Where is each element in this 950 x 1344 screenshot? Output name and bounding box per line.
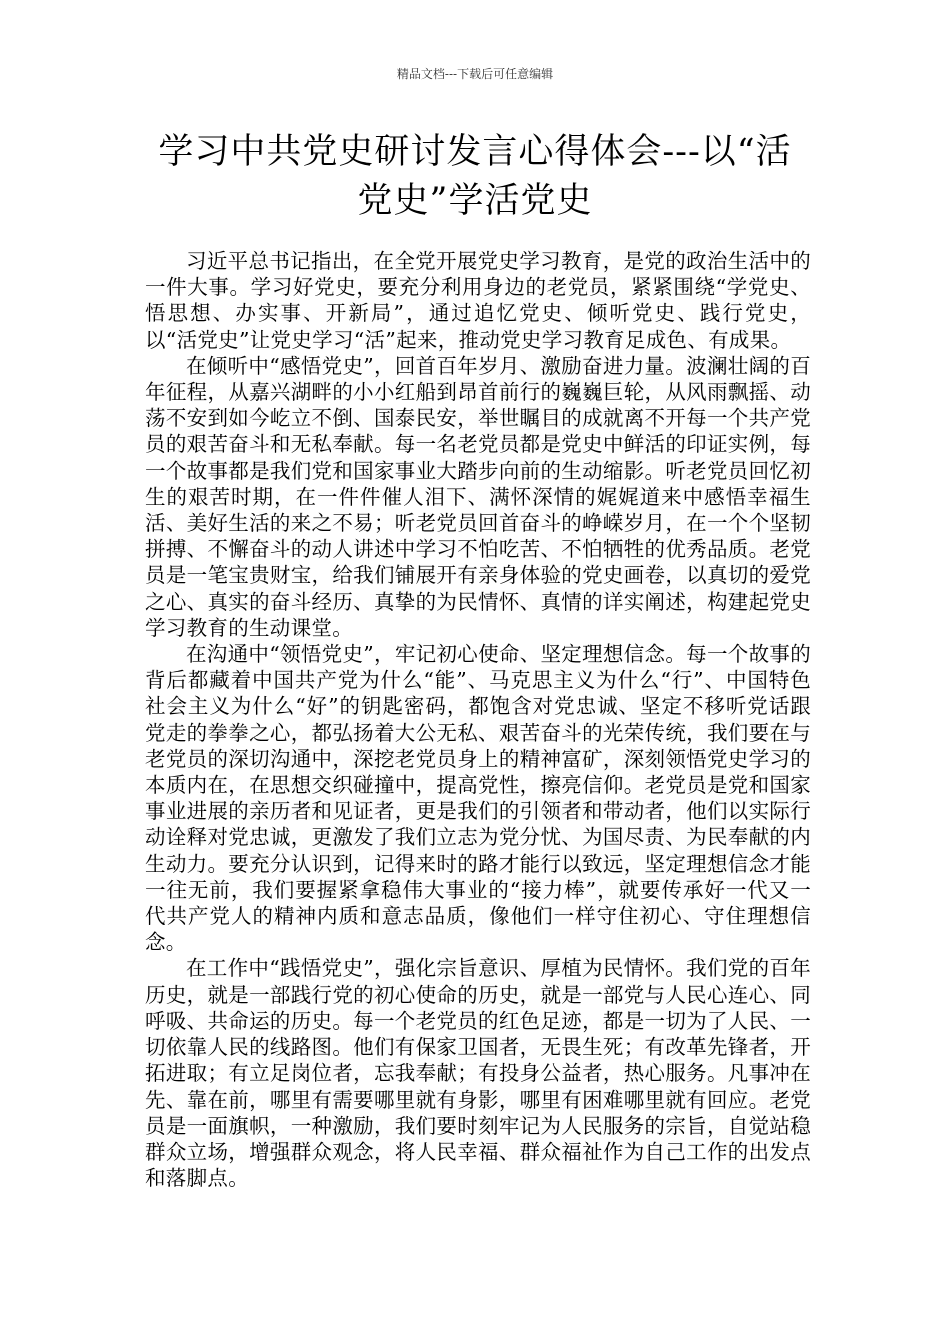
paragraph-listening: 在倾听中“感悟党史”，回首百年岁月、激励奋进力量。波澜壮阔的百年征程，从嘉兴湖畔的小小红船到昂首前行的巍巍巨轮，从风雨飘摇、动荡不安到如今屹立不倒、国泰民安，举世瞩目的成就离不开每一个共产党员的艰苦奋斗和无私奉献。每一名老党员都是党史中鲜活的印证实例，每一个故事都是我们党和国家事业大踏步向前的生动缩影。听老党员回忆初生的艰苦时期，在一件件催人泪下、满怀深情的娓娓道来中感悟幸福生活、美好生活的来之不易；听老党员回首奋斗的峥嵘岁月，在一个个坚韧拼搏、不懈奋斗的动人讲述中学习不怕吃苦、不怕牺牲的优秀品质。老党员是一笔宝贵财宝，给我们铺展开有亲身体验的党史画卷，以真切的爱党之心、真实的奋斗经历、真挚的为民情怀、真情的详实阐述，构建起党史学习教育的生动课堂。 [145, 353, 811, 640]
document-body [145, 248, 811, 1191]
header-note: 精品文档---下载后可任意编辑 [396, 67, 554, 81]
paragraph-communication: 在沟通中“领悟党史”，牢记初心使命、坚定理想信念。每一个故事的背后都藏着中国共产党为什么“能”、马克思主义为什么“行”、中国特色社会主义为什么“好”的钥匙密码，都饱含对党忠诚、坚定不移听党话跟党走的拳拳之心，都弘扬着大公无私、艰苦奋斗的光荣传统，我们要在与老党员的深切沟通中，深挖老党员身上的精神富矿，深刻领悟党史学习的本质内在，在思想交织碰撞中，提高党性，擦亮信仰。老党员是党和国家事业进展的亲历者和见证者，更是我们的引领者和带动者，他们以实际行动诠释对党忠诚，更激发了我们立志为党分忧、为国尽责、为民奉献的内生动力。要充分认识到，记得来时的路才能行以致远，坚定理想信念才能一往无前，我们要握紧拿稳伟大事业的“接力棒”，就要传承好一代又一代共产党人的精神内质和意志品质，像他们一样守住初心、守住理想信念。 [145, 642, 811, 955]
paragraph-intro: 习近平总书记指出，在全党开展党史学习教育，是党的政治生活中的一件大事。学习好党史，要充分利用身边的老党员，紧紧围绕“学党史、悟思想、办实事、开新局”，通过追忆党史、倾听党史、践行党史，以“活党史”让党史学习“活”起来，推动党史学习教育足成色、有成果。 [145, 249, 811, 352]
document-title: 学习中共党史研讨发言心得体会---以“活党史”学活党史 [158, 132, 792, 221]
paragraph-work: 在工作中“践悟党史”，强化宗旨意识、厚植为民情怀。我们党的百年历史，就是一部践行党的初心使命的历史，就是一部党与人民心连心、同呼吸、共命运的历史。每一个老党员的红色足迹，都是一切为了人民、一切依靠人民的线路图。他们有保家卫国者，无畏生死；有改革先锋者，开拓进取；有立足岗位者，忘我奉献；有投身公益者，热心服务。凡事冲在先、靠在前，哪里有需要哪里就有身影，哪里有困难哪里就有回应。老党员是一面旗帜，一种激励，我们要时刻牢记为人民服务的宗旨，自觉站稳群众立场，增强群众观念，将人民幸福、群众福祉作为自己工作的出发点和落脚点。 [145, 956, 811, 1191]
